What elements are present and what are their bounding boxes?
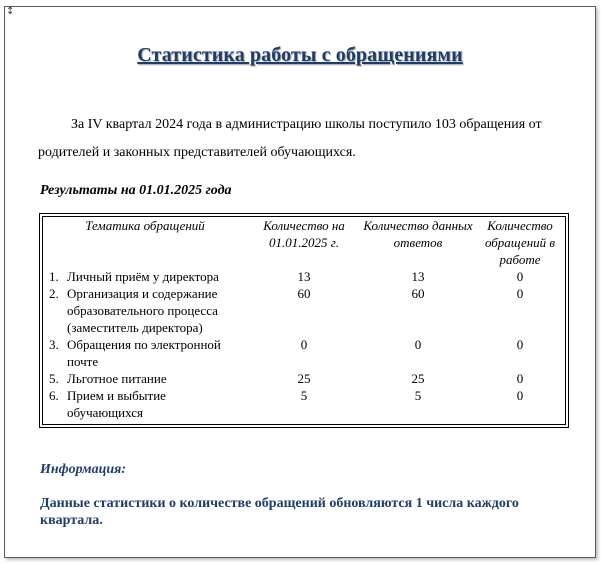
row-topic: Личный приём у директора [67, 269, 219, 284]
info-label: Информация: [40, 462, 127, 477]
table-row [43, 268, 565, 285]
row-topic: Льготное питание [67, 371, 167, 386]
row-count: 25 [297, 371, 311, 386]
table-row [43, 336, 565, 370]
row-answers: 0 [414, 337, 422, 352]
intro-line-2: родителей и законных представителей обучающихся. [38, 145, 356, 160]
table-row [43, 285, 565, 336]
header-answers: Количество данных ответов [363, 218, 473, 250]
table-row [43, 387, 565, 421]
row-topic: Организация и содержание образовательного процесса (заместитель директора) [67, 286, 218, 335]
row-in-work: 0 [516, 286, 524, 301]
intro-paragraph [38, 111, 593, 167]
row-answers: 60 [411, 286, 425, 301]
row-topic: Обращения по электронной почте [67, 337, 221, 369]
header-topic: Тематика обращений [85, 218, 205, 233]
row-in-work: 0 [516, 337, 524, 352]
header-count: Количество на 01.01.2025 г. [263, 218, 345, 250]
row-number: 1. [49, 269, 59, 284]
document-page [4, 6, 596, 558]
header-in-work: Количество обращений в работе [484, 218, 556, 267]
table-row [43, 370, 565, 387]
intro-line-1: За IV квартал 2024 года в администрацию школы поступило 103 обращения от [71, 117, 542, 132]
row-count: 5 [300, 388, 308, 403]
row-count: 0 [300, 337, 308, 352]
resize-handle-icon: ↕ [6, 6, 15, 17]
row-number: 6. [49, 388, 59, 403]
row-number: 3. [49, 337, 59, 352]
row-topic: Прием и выбытие обучающихся [67, 388, 166, 420]
row-in-work: 0 [516, 269, 524, 284]
row-in-work: 0 [516, 388, 524, 403]
stats-table [43, 217, 565, 421]
row-answers: 5 [414, 388, 422, 403]
results-label: Результаты на 01.01.2025 года [40, 183, 232, 198]
update-note: Данные статистики о количестве обращений обновляются 1 числа каждого квартала. [40, 496, 519, 528]
row-answers: 25 [411, 371, 425, 386]
stats-table-frame [39, 213, 569, 428]
row-count: 60 [297, 286, 311, 301]
row-count: 13 [297, 269, 311, 284]
page-title: Статистика работы с обращениями [137, 44, 463, 66]
row-number: 5. [49, 371, 59, 386]
row-answers: 13 [411, 269, 425, 284]
row-in-work: 0 [516, 371, 524, 386]
row-number: 2. [49, 286, 59, 301]
